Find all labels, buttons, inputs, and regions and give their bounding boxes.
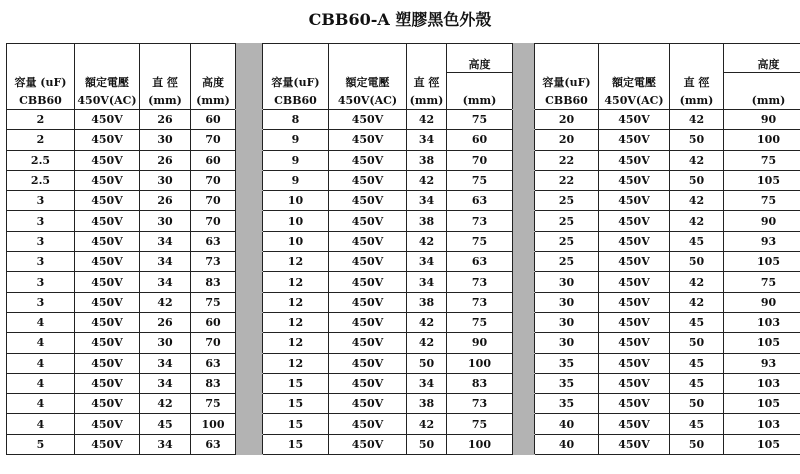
cell-diameter: 38: [407, 394, 447, 414]
cell-diameter: 45: [670, 373, 724, 393]
table-row: [7, 231, 800, 251]
cell-height: 60: [447, 130, 513, 150]
separator-column: [513, 394, 535, 414]
table-row: [7, 434, 800, 454]
cell-diameter: 38: [407, 211, 447, 231]
cell-voltage: 450V: [75, 394, 140, 414]
cell-capacitance: 30: [535, 272, 599, 292]
cell-diameter: 30: [140, 130, 191, 150]
cell-height: 105: [724, 394, 800, 414]
cell-voltage: 450V: [329, 353, 407, 373]
header-capacitance-label: 容量 (uF): [7, 73, 75, 92]
table-row: [7, 130, 800, 150]
cell-height: 73: [447, 272, 513, 292]
cell-voltage: 450V: [75, 211, 140, 231]
cell-height: 70: [191, 170, 236, 190]
table-row: [7, 252, 800, 272]
page-title: CBB60-A 塑膠黑色外殼: [308, 10, 492, 29]
cell-height: 83: [447, 373, 513, 393]
cell-height: 60: [191, 150, 236, 170]
cell-height: 75: [191, 292, 236, 312]
cell-diameter: 50: [670, 434, 724, 454]
cell-diameter: 50: [670, 170, 724, 190]
cell-diameter: 42: [407, 110, 447, 130]
table-row: [7, 191, 800, 211]
cell-voltage: 450V: [329, 292, 407, 312]
cell-height: 83: [191, 373, 236, 393]
cell-capacitance: 3: [7, 292, 75, 312]
cell-capacitance: 4: [7, 312, 75, 332]
cell-voltage: 450V: [329, 312, 407, 332]
header-diameter-unit: (mm): [140, 91, 191, 110]
cell-capacitance: 3: [7, 272, 75, 292]
cell-height: 63: [191, 353, 236, 373]
cell-capacitance: 15: [263, 373, 329, 393]
cell-capacitance: 9: [263, 170, 329, 190]
cell-height: 60: [191, 110, 236, 130]
cell-diameter: 42: [670, 110, 724, 130]
header-cell: [535, 44, 599, 73]
cell-voltage: 450V: [75, 292, 140, 312]
header-capacitance-label: 容量(uF): [535, 73, 599, 92]
cell-height: 83: [191, 272, 236, 292]
cell-capacitance: 3: [7, 191, 75, 211]
cell-height: 105: [724, 434, 800, 454]
cell-diameter: 34: [140, 373, 191, 393]
header-diameter-label: 直 徑: [670, 73, 724, 92]
cell-capacitance: 35: [535, 353, 599, 373]
cell-capacitance: 25: [535, 231, 599, 251]
header-cell: [724, 73, 800, 92]
cell-diameter: 34: [140, 252, 191, 272]
cell-capacitance: 30: [535, 292, 599, 312]
cell-voltage: 450V: [599, 414, 670, 434]
header-cell: [140, 44, 191, 73]
separator-column: [236, 272, 263, 292]
table-row: [7, 211, 800, 231]
cell-voltage: 450V: [599, 353, 670, 373]
separator-column: [236, 434, 263, 454]
separator-column: [236, 252, 263, 272]
table-row: [7, 333, 800, 353]
cell-voltage: 450V: [599, 211, 670, 231]
cell-capacitance: 2.5: [7, 150, 75, 170]
cell-capacitance: 8: [263, 110, 329, 130]
cell-height: 100: [724, 130, 800, 150]
separator-column: [236, 150, 263, 170]
cell-voltage: 450V: [329, 211, 407, 231]
header-cell: [599, 44, 670, 73]
cell-capacitance: 9: [263, 130, 329, 150]
cell-voltage: 450V: [599, 191, 670, 211]
separator-column: [236, 130, 263, 150]
cell-height: 73: [447, 394, 513, 414]
cell-voltage: 450V: [75, 373, 140, 393]
separator-column: [236, 312, 263, 332]
cell-capacitance: 2.5: [7, 170, 75, 190]
cell-capacitance: 20: [535, 130, 599, 150]
cell-voltage: 450V: [599, 150, 670, 170]
cell-voltage: 450V: [329, 414, 407, 434]
cell-voltage: 450V: [599, 231, 670, 251]
separator-column: [513, 211, 535, 231]
cell-voltage: 450V: [329, 150, 407, 170]
cell-height: 73: [447, 211, 513, 231]
cell-height: 75: [447, 170, 513, 190]
header-cell: [191, 44, 236, 73]
header-height-label: 高度: [447, 44, 513, 73]
table-row: [7, 353, 800, 373]
cell-voltage: 450V: [75, 191, 140, 211]
cell-height: 63: [447, 252, 513, 272]
cell-height: 90: [447, 333, 513, 353]
cell-diameter: 50: [670, 130, 724, 150]
cell-voltage: 450V: [599, 272, 670, 292]
separator-column: [236, 292, 263, 312]
header-voltage-value: 450V(AC): [329, 91, 407, 110]
cell-height: 63: [191, 434, 236, 454]
cell-voltage: 450V: [329, 252, 407, 272]
cell-height: 75: [447, 110, 513, 130]
header-series-label: CBB60: [263, 91, 329, 110]
cell-height: 90: [724, 110, 800, 130]
cell-diameter: 26: [140, 312, 191, 332]
cell-capacitance: 4: [7, 353, 75, 373]
cell-voltage: 450V: [599, 434, 670, 454]
cell-diameter: 38: [407, 292, 447, 312]
cell-capacitance: 22: [535, 170, 599, 190]
cell-capacitance: 12: [263, 312, 329, 332]
table-row: [7, 373, 800, 393]
cell-voltage: 450V: [599, 373, 670, 393]
cell-diameter: 34: [140, 272, 191, 292]
cell-voltage: 450V: [599, 252, 670, 272]
cell-diameter: 26: [140, 191, 191, 211]
separator-column: [236, 414, 263, 434]
cell-capacitance: 15: [263, 414, 329, 434]
cell-height: 70: [447, 150, 513, 170]
cell-capacitance: 4: [7, 373, 75, 393]
cell-voltage: 450V: [329, 130, 407, 150]
header-height-unit: (mm): [191, 91, 236, 110]
cell-voltage: 450V: [599, 394, 670, 414]
cell-capacitance: 3: [7, 211, 75, 231]
cell-height: 103: [724, 373, 800, 393]
header-series-label: CBB60: [535, 91, 599, 110]
cell-capacitance: 22: [535, 150, 599, 170]
cell-capacitance: 4: [7, 394, 75, 414]
separator-column: [513, 191, 535, 211]
table-row: [7, 272, 800, 292]
cell-voltage: 450V: [75, 312, 140, 332]
cell-diameter: 42: [670, 272, 724, 292]
cell-capacitance: 15: [263, 434, 329, 454]
cell-voltage: 450V: [75, 434, 140, 454]
cell-height: 103: [724, 414, 800, 434]
cell-voltage: 450V: [329, 434, 407, 454]
cell-diameter: 42: [140, 292, 191, 312]
cell-height: 100: [191, 414, 236, 434]
cell-height: 63: [191, 231, 236, 251]
header-voltage-value: 450V(AC): [75, 91, 140, 110]
separator-column: [236, 394, 263, 414]
cell-height: 100: [447, 434, 513, 454]
cell-diameter: 45: [140, 414, 191, 434]
cell-voltage: 450V: [329, 272, 407, 292]
table-row: [7, 110, 800, 130]
table-row: [7, 292, 800, 312]
header-diameter-unit: (mm): [407, 91, 447, 110]
separator-column: [513, 312, 535, 332]
cell-height: 73: [191, 252, 236, 272]
cell-diameter: 42: [407, 170, 447, 190]
cell-diameter: 50: [407, 434, 447, 454]
separator-column: [236, 110, 263, 130]
cell-voltage: 450V: [75, 231, 140, 251]
separator-column: [236, 170, 263, 190]
cell-voltage: 450V: [75, 252, 140, 272]
header-cell: [263, 44, 329, 73]
cell-diameter: 30: [140, 211, 191, 231]
cell-diameter: 42: [670, 150, 724, 170]
cell-capacitance: 35: [535, 394, 599, 414]
cell-capacitance: 3: [7, 231, 75, 251]
header-series-label: CBB60: [7, 91, 75, 110]
cell-capacitance: 10: [263, 191, 329, 211]
cell-voltage: 450V: [599, 292, 670, 312]
separator-column: [513, 434, 535, 454]
cell-diameter: 34: [140, 231, 191, 251]
cell-capacitance: 25: [535, 191, 599, 211]
table-row: [7, 394, 800, 414]
cell-diameter: 42: [407, 231, 447, 251]
header-voltage-value: 450V(AC): [599, 91, 670, 110]
cell-capacitance: 4: [7, 414, 75, 434]
header-height-unit: (mm): [724, 91, 800, 110]
capacitor-spec-table: [6, 43, 800, 455]
table-row: [7, 150, 800, 170]
cell-diameter: 34: [407, 130, 447, 150]
header-cell: [447, 73, 513, 92]
cell-height: 105: [724, 170, 800, 190]
header-row-mid: [7, 73, 800, 92]
cell-height: 75: [447, 231, 513, 251]
cell-height: 70: [191, 211, 236, 231]
cell-capacitance: 25: [535, 211, 599, 231]
cell-voltage: 450V: [329, 231, 407, 251]
header-capacitance-label: 容量(uF): [263, 73, 329, 92]
cell-height: 75: [724, 272, 800, 292]
cell-diameter: 42: [670, 191, 724, 211]
cell-voltage: 450V: [329, 333, 407, 353]
cell-capacitance: 9: [263, 150, 329, 170]
cell-height: 75: [724, 191, 800, 211]
cell-voltage: 450V: [75, 130, 140, 150]
cell-capacitance: 30: [535, 312, 599, 332]
cell-height: 73: [447, 292, 513, 312]
header-cell: [7, 44, 75, 73]
cell-capacitance: 40: [535, 414, 599, 434]
separator-column: [236, 373, 263, 393]
cell-voltage: 450V: [75, 272, 140, 292]
header-cell: [75, 44, 140, 73]
cell-voltage: 450V: [329, 373, 407, 393]
cell-height: 70: [191, 333, 236, 353]
cell-diameter: 50: [407, 353, 447, 373]
cell-voltage: 450V: [75, 150, 140, 170]
table-body: [7, 44, 800, 455]
separator-column: [236, 333, 263, 353]
cell-capacitance: 2: [7, 130, 75, 150]
cell-voltage: 450V: [75, 110, 140, 130]
cell-height: 90: [724, 292, 800, 312]
cell-diameter: 50: [670, 394, 724, 414]
cell-height: 70: [191, 130, 236, 150]
cell-diameter: 42: [407, 312, 447, 332]
cell-capacitance: 12: [263, 272, 329, 292]
cell-voltage: 450V: [599, 333, 670, 353]
cell-height: 60: [191, 312, 236, 332]
cell-height: 63: [447, 191, 513, 211]
header-diameter-unit: (mm): [670, 91, 724, 110]
separator-column: [513, 353, 535, 373]
cell-height: 100: [447, 353, 513, 373]
header-voltage-label: 額定電壓: [75, 73, 140, 92]
cell-height: 75: [447, 312, 513, 332]
cell-voltage: 450V: [329, 191, 407, 211]
separator-column: [513, 130, 535, 150]
header-cell: [329, 44, 407, 73]
cell-diameter: 34: [407, 252, 447, 272]
separator-column: [513, 272, 535, 292]
cell-capacitance: 35: [535, 373, 599, 393]
cell-diameter: 45: [670, 231, 724, 251]
cell-diameter: 30: [140, 333, 191, 353]
separator-column: [236, 44, 263, 110]
cell-capacitance: 15: [263, 394, 329, 414]
cell-voltage: 450V: [329, 394, 407, 414]
cell-voltage: 450V: [599, 170, 670, 190]
cell-diameter: 34: [407, 373, 447, 393]
cell-capacitance: 12: [263, 292, 329, 312]
cell-diameter: 26: [140, 150, 191, 170]
cell-voltage: 450V: [75, 414, 140, 434]
header-height-label: 高度: [191, 73, 236, 92]
cell-voltage: 450V: [599, 110, 670, 130]
header-cell: [670, 44, 724, 73]
separator-column: [236, 191, 263, 211]
cell-diameter: 34: [407, 191, 447, 211]
cell-diameter: 30: [140, 170, 191, 190]
cell-capacitance: 12: [263, 333, 329, 353]
cell-diameter: 50: [670, 333, 724, 353]
cell-diameter: 45: [670, 312, 724, 332]
cell-diameter: 34: [140, 434, 191, 454]
cell-capacitance: 10: [263, 231, 329, 251]
header-diameter-label: 直 徑: [407, 73, 447, 92]
cell-voltage: 450V: [599, 312, 670, 332]
header-height-unit: (mm): [447, 91, 513, 110]
cell-capacitance: 3: [7, 252, 75, 272]
separator-column: [513, 414, 535, 434]
cell-height: 105: [724, 333, 800, 353]
cell-height: 90: [724, 211, 800, 231]
cell-diameter: 45: [670, 414, 724, 434]
cell-diameter: 42: [670, 211, 724, 231]
separator-column: [513, 150, 535, 170]
cell-voltage: 450V: [329, 170, 407, 190]
cell-diameter: 34: [407, 272, 447, 292]
cell-voltage: 450V: [599, 130, 670, 150]
cell-height: 93: [724, 353, 800, 373]
cell-height: 93: [724, 231, 800, 251]
cell-height: 75: [724, 150, 800, 170]
table-row: [7, 170, 800, 190]
separator-column: [513, 170, 535, 190]
cell-diameter: 38: [407, 150, 447, 170]
header-row-bottom: [7, 91, 800, 110]
cell-capacitance: 2: [7, 110, 75, 130]
cell-height: 105: [724, 252, 800, 272]
cell-diameter: 45: [670, 353, 724, 373]
cell-capacitance: 25: [535, 252, 599, 272]
cell-voltage: 450V: [75, 170, 140, 190]
cell-capacitance: 12: [263, 252, 329, 272]
separator-column: [513, 333, 535, 353]
header-cell: [407, 44, 447, 73]
separator-column: [236, 211, 263, 231]
cell-capacitance: 20: [535, 110, 599, 130]
header-row-top: [7, 44, 800, 73]
separator-column: [513, 252, 535, 272]
cell-height: 103: [724, 312, 800, 332]
separator-column: [513, 373, 535, 393]
cell-diameter: 26: [140, 110, 191, 130]
cell-diameter: 50: [670, 252, 724, 272]
cell-voltage: 450V: [75, 353, 140, 373]
separator-column: [236, 231, 263, 251]
table-row: [7, 312, 800, 332]
cell-capacitance: 40: [535, 434, 599, 454]
header-diameter-label: 直 徑: [140, 73, 191, 92]
cell-diameter: 42: [670, 292, 724, 312]
separator-column: [513, 292, 535, 312]
separator-column: [513, 231, 535, 251]
header-height-label: 高度: [724, 44, 800, 73]
cell-diameter: 34: [140, 353, 191, 373]
cell-diameter: 42: [140, 394, 191, 414]
cell-capacitance: 12: [263, 353, 329, 373]
header-voltage-label: 額定電壓: [329, 73, 407, 92]
cell-voltage: 450V: [329, 110, 407, 130]
separator-column: [236, 353, 263, 373]
cell-diameter: 42: [407, 333, 447, 353]
cell-capacitance: 10: [263, 211, 329, 231]
header-voltage-label: 額定電壓: [599, 73, 670, 92]
cell-height: 75: [191, 394, 236, 414]
cell-height: 70: [191, 191, 236, 211]
table-row: [7, 414, 800, 434]
cell-capacitance: 4: [7, 333, 75, 353]
separator-column: [513, 110, 535, 130]
cell-voltage: 450V: [75, 333, 140, 353]
cell-capacitance: 5: [7, 434, 75, 454]
cell-height: 75: [447, 414, 513, 434]
separator-column: [513, 44, 535, 110]
cell-diameter: 42: [407, 414, 447, 434]
cell-capacitance: 30: [535, 333, 599, 353]
